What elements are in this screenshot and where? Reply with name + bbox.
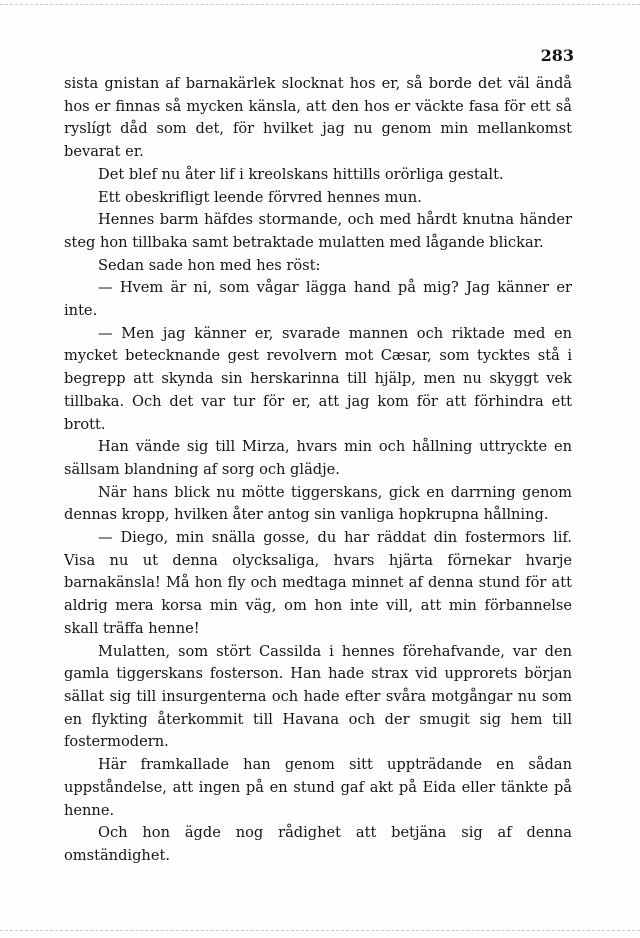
paragraph: Ett obeskrifligt leende förvred hennes mun.: [98, 188, 422, 206]
paragraph: — Diego, min snälla gosse, du har räddat din fostermors lif. Visa nu ut denna olycksaliga, hvars hjärta förnekar hvarje barnakänsla! Må hon fly och medtaga minnet af denna stund för att aldrig mera korsa min väg, om hon inte vill, att min förbannelse skall träffa henne!: [64, 529, 572, 637]
bottom-edge-rule: [0, 930, 640, 931]
paragraph: Det blef nu åter lif i kreolskans hittills orörliga gestalt.: [98, 165, 504, 183]
paragraph: sista gnistan af barnakärlek slocknat hos er, så borde det väl ändå hos er finnas så mycken känsla, att den hos er väckte fasa för ett så ryslígt dåd som det, för hvilket jag nu genom min mellankomst bevarat er.: [64, 75, 572, 161]
paragraph: När hans blick nu mötte tiggerskans, gick en darrning genom dennas kropp, hvilken åter antog sin vanliga hopkrupna hållning.: [64, 483, 572, 524]
paragraph: Här framkallade han genom sitt uppträdande en sådan uppståndelse, att ingen på en stund gaf akt på Eida eller tänkte på henne.: [64, 756, 572, 819]
paragraph: — Men jag känner er, svarade mannen och riktade med en mycket betecknande gest revolvern mot Cæsar, som tycktes stå i begrepp att skynda sin herskarinna till hjälp, men nu skyggt vek tillbaka. Och det var tur för er, att jag kom för att förhindra ett brott.: [64, 324, 572, 433]
paragraph: Han vände sig till Mirza, hvars min och hållning uttryckte en sällsam blandning af sorg och glädje.: [64, 438, 572, 478]
paragraph: — Hvem är ni, som vågar lägga hand på mig? Jag känner er inte.: [64, 279, 572, 320]
paragraph: Mulatten, som stört Cassilda i hennes förehafvande, var den gamla tiggerskans fosterson. Han hade strax vid upprorets början sällat sig till insurgenterna och hade efter svåra motgångar nu som en flykting återkommit till Havana och der smugit sig hem till fostermodern.: [64, 642, 572, 751]
body-text: [64, 73, 572, 868]
paragraph: Sedan sade hon med hes röst:: [98, 256, 321, 274]
paragraph: Hennes barm häfdes stormande, och med hårdt knutna händer steg hon tillbaka samt betraktade mulatten med lågande blickar.: [64, 211, 572, 251]
paragraph: Och hon ägde nog rådighet att betjäna sig af denna omständighet.: [64, 824, 572, 864]
top-edge-rule: [0, 4, 640, 5]
page-number: 283: [540, 46, 574, 65]
